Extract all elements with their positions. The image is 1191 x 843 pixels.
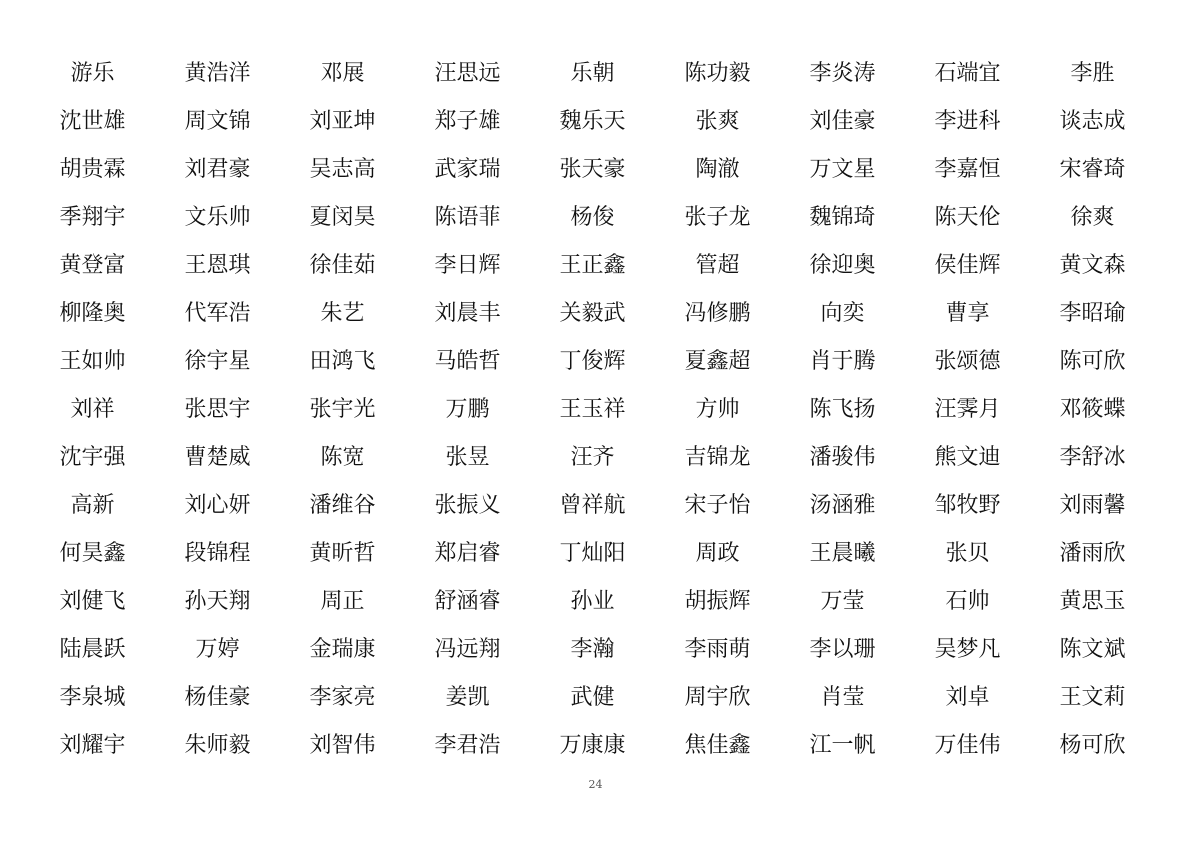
name-cell: 李泉城 xyxy=(59,685,126,710)
name-cell: 王玉祥 xyxy=(559,397,626,422)
name-cell: 陆晨跃 xyxy=(59,637,126,662)
name-cell: 夏闵昊 xyxy=(309,205,376,230)
name-cell: 李雨萌 xyxy=(684,637,751,662)
name-cell: 杨可欣 xyxy=(1059,733,1126,758)
name-cell: 刘亚坤 xyxy=(309,109,376,134)
name-cell: 陈宽 xyxy=(320,445,365,470)
name-cell: 石帅 xyxy=(945,589,990,614)
name-cell: 曾祥航 xyxy=(559,493,626,518)
name-cell: 李进科 xyxy=(934,109,1001,134)
name-cell: 徐宇星 xyxy=(184,349,251,374)
name-cell: 汪思远 xyxy=(434,61,501,86)
name-cell: 冯修鹏 xyxy=(684,301,751,326)
name-cell: 熊文迪 xyxy=(934,445,1001,470)
name-cell: 刘健飞 xyxy=(59,589,126,614)
name-cell: 黄浩洋 xyxy=(184,61,251,86)
name-cell: 陈可欣 xyxy=(1059,349,1126,374)
name-cell: 向奕 xyxy=(820,301,865,326)
name-cell: 郑子雄 xyxy=(434,109,501,134)
name-cell: 刘卓 xyxy=(945,685,990,710)
name-cell: 王恩琪 xyxy=(184,253,251,278)
name-cell: 周宇欣 xyxy=(684,685,751,710)
page-number: 24 xyxy=(588,778,603,791)
name-cell: 张宇光 xyxy=(309,397,376,422)
name-cell: 柳隆奥 xyxy=(59,301,126,326)
name-cell: 王晨曦 xyxy=(809,541,876,566)
name-cell: 张子龙 xyxy=(684,205,751,230)
name-cell: 魏乐天 xyxy=(559,109,626,134)
name-cell: 邓展 xyxy=(320,61,365,86)
name-cell: 宋子怡 xyxy=(684,493,751,518)
name-cell: 游乐 xyxy=(70,61,115,86)
name-cell: 张天豪 xyxy=(559,157,626,182)
name-cell: 徐爽 xyxy=(1070,205,1115,230)
name-cell: 文乐帅 xyxy=(184,205,251,230)
name-cell: 沈宇强 xyxy=(59,445,126,470)
name-cell: 徐迎奥 xyxy=(809,253,876,278)
name-cell: 季翔宇 xyxy=(59,205,126,230)
name-cell: 肖于腾 xyxy=(809,349,876,374)
name-cell: 李以珊 xyxy=(809,637,876,662)
name-cell: 孙天翔 xyxy=(184,589,251,614)
name-cell: 刘耀宇 xyxy=(59,733,126,758)
name-cell: 何昊鑫 xyxy=(59,541,126,566)
name-cell: 李舒冰 xyxy=(1059,445,1126,470)
name-cell: 周文锦 xyxy=(184,109,251,134)
name-cell: 管超 xyxy=(695,253,740,278)
name-cell: 张爽 xyxy=(695,109,740,134)
name-cell: 武家瑞 xyxy=(434,157,501,182)
name-cell: 李瀚 xyxy=(570,637,615,662)
name-cell: 陈文斌 xyxy=(1059,637,1126,662)
name-cell: 张思宇 xyxy=(184,397,251,422)
name-cell: 黄思玉 xyxy=(1059,589,1126,614)
name-cell: 张振义 xyxy=(434,493,501,518)
name-cell: 丁俊辉 xyxy=(559,349,626,374)
name-cell: 王正鑫 xyxy=(559,253,626,278)
name-cell: 李家亮 xyxy=(309,685,376,710)
name-cell: 陶澈 xyxy=(695,157,740,182)
name-cell: 谈志成 xyxy=(1059,109,1126,134)
name-cell: 刘祥 xyxy=(70,397,115,422)
name-cell: 周政 xyxy=(695,541,740,566)
name-cell: 刘君豪 xyxy=(184,157,251,182)
name-cell: 邹牧野 xyxy=(934,493,1001,518)
name-cell: 李嘉恒 xyxy=(934,157,1001,182)
name-cell: 潘维谷 xyxy=(309,493,376,518)
name-cell: 舒涵睿 xyxy=(434,589,501,614)
name-cell: 王文莉 xyxy=(1059,685,1126,710)
name-cell: 黄登富 xyxy=(59,253,126,278)
name-cell: 沈世雄 xyxy=(59,109,126,134)
name-cell: 陈功毅 xyxy=(684,61,751,86)
name-cell: 李胜 xyxy=(1070,61,1115,86)
name-cell: 汪霁月 xyxy=(934,397,1001,422)
name-cell: 姜凯 xyxy=(445,685,490,710)
name-cell: 肖莹 xyxy=(820,685,865,710)
name-cell: 陈天伦 xyxy=(934,205,1001,230)
name-cell: 李君浩 xyxy=(434,733,501,758)
name-cell: 胡贵霖 xyxy=(59,157,126,182)
name-cell: 曹楚威 xyxy=(184,445,251,470)
name-cell: 杨俊 xyxy=(570,205,615,230)
name-cell: 马皓哲 xyxy=(434,349,501,374)
name-cell: 刘心妍 xyxy=(184,493,251,518)
name-cell: 潘雨欣 xyxy=(1059,541,1126,566)
name-cell: 夏鑫超 xyxy=(684,349,751,374)
name-cell: 郑启睿 xyxy=(434,541,501,566)
name-cell: 乐朝 xyxy=(570,61,615,86)
name-cell: 孙业 xyxy=(570,589,615,614)
name-cell: 张颂德 xyxy=(934,349,1001,374)
name-cell: 李昭瑜 xyxy=(1059,301,1126,326)
name-cell: 代军浩 xyxy=(184,301,251,326)
name-cell: 吴梦凡 xyxy=(934,637,1001,662)
name-cell: 关毅武 xyxy=(559,301,626,326)
name-cell: 朱师毅 xyxy=(184,733,251,758)
name-cell: 胡振辉 xyxy=(684,589,751,614)
name-cell: 周正 xyxy=(320,589,365,614)
name-cell: 朱艺 xyxy=(320,301,365,326)
name-cell: 刘雨馨 xyxy=(1059,493,1126,518)
name-cell: 汤涵雅 xyxy=(809,493,876,518)
name-cell: 江一帆 xyxy=(809,733,876,758)
name-list-grid xyxy=(30,50,1155,770)
name-cell: 陈飞扬 xyxy=(809,397,876,422)
name-cell: 段锦程 xyxy=(184,541,251,566)
name-cell: 邓筱蝶 xyxy=(1059,397,1126,422)
name-cell: 黄文森 xyxy=(1059,253,1126,278)
name-cell: 张昱 xyxy=(445,445,490,470)
name-cell: 曹享 xyxy=(945,301,990,326)
name-cell: 高新 xyxy=(70,493,115,518)
name-cell: 魏锦琦 xyxy=(809,205,876,230)
name-cell: 陈语菲 xyxy=(434,205,501,230)
name-cell: 刘佳豪 xyxy=(809,109,876,134)
name-cell: 万康康 xyxy=(559,733,626,758)
name-cell: 丁灿阳 xyxy=(559,541,626,566)
name-cell: 李炎涛 xyxy=(809,61,876,86)
name-cell: 田鸿飞 xyxy=(309,349,376,374)
name-cell: 万莹 xyxy=(820,589,865,614)
name-cell: 杨佳豪 xyxy=(184,685,251,710)
name-cell: 刘晨丰 xyxy=(434,301,501,326)
name-cell: 王如帅 xyxy=(59,349,126,374)
name-cell: 黄昕哲 xyxy=(309,541,376,566)
name-cell: 李日辉 xyxy=(434,253,501,278)
name-cell: 侯佳辉 xyxy=(934,253,1001,278)
name-cell: 刘智伟 xyxy=(309,733,376,758)
name-cell: 方帅 xyxy=(695,397,740,422)
name-cell: 焦佳鑫 xyxy=(684,733,751,758)
name-cell: 冯远翔 xyxy=(434,637,501,662)
name-cell: 吉锦龙 xyxy=(684,445,751,470)
name-cell: 万婷 xyxy=(195,637,240,662)
name-cell: 吴志高 xyxy=(309,157,376,182)
name-cell: 石端宜 xyxy=(934,61,1001,86)
name-cell: 万鹏 xyxy=(445,397,490,422)
name-cell: 万文星 xyxy=(809,157,876,182)
name-cell: 万佳伟 xyxy=(934,733,1001,758)
name-cell: 潘骏伟 xyxy=(809,445,876,470)
name-cell: 汪齐 xyxy=(570,445,615,470)
name-cell: 徐佳茹 xyxy=(309,253,376,278)
name-cell: 张贝 xyxy=(945,541,990,566)
name-cell: 金瑞康 xyxy=(309,637,376,662)
name-cell: 武健 xyxy=(570,685,615,710)
name-cell: 宋睿琦 xyxy=(1059,157,1126,182)
